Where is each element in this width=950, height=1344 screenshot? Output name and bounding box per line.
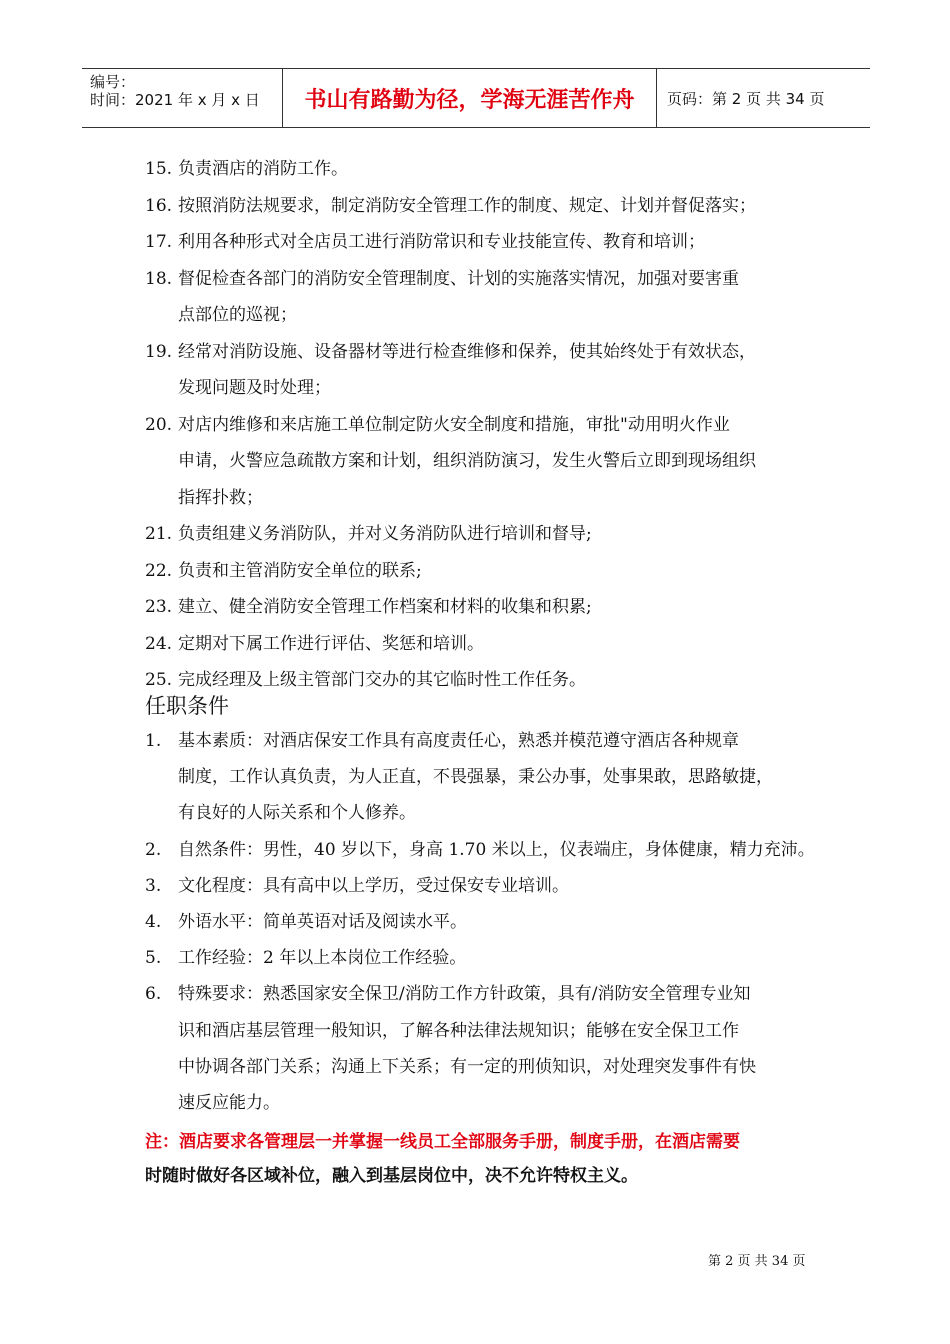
requirement-item-text: 基本素质：对酒店保安工作具有高度责任心，熟悉并模范遵守酒店各种规章 <box>178 731 739 751</box>
duty-item-text: 对店内维修和来店施工单位制定防火安全制度和措施，审批"动用明火作业 <box>178 414 730 435</box>
date-label: 时间：2021 年 x 月 x 日 <box>90 91 260 109</box>
duty-item-text: 建立、健全消防安全管理工作档案和材料的收集和积累; <box>178 597 592 617</box>
requirement-item-text: 自然条件：男性，40 岁以下，身高 1.70 米以上，仪表端庄，身体健康，精力充沛。 <box>178 839 815 860</box>
duty-item-text: 点部位的巡视； <box>178 305 297 325</box>
requirement-item-text: 识和酒店基层管理一般知识，了解各种法律法规知识；能够在安全保卫工作 <box>178 1020 739 1041</box>
duty-item-text: 完成经理及上级主管部门交办的其它临时性工作任务。 <box>178 670 586 690</box>
header-page-info: 页码：第 2 页 共 34 页 <box>667 89 825 108</box>
duty-item-number: 23. <box>145 597 173 617</box>
duty-item-number: 21. <box>145 524 173 544</box>
header-meta <box>82 69 283 127</box>
duty-item-text: 定期对下属工作进行评估、奖惩和培训。 <box>178 633 484 654</box>
requirement-item-number: 5. <box>145 948 162 969</box>
duty-item-number: 15. <box>145 159 173 179</box>
duty-item-text: 负责组建义务消防队，并对义务消防队进行培训和督导; <box>178 524 592 544</box>
requirement-item-number: 3. <box>145 875 162 896</box>
requirement-item-number: 1. <box>145 731 162 751</box>
requirement-item-text: 外语水平：简单英语对话及阅读水平。 <box>178 912 467 932</box>
duty-item-text: 经常对消防设施、设备器材等进行检查维修和保养，使其始终处于有效状态， <box>178 341 756 362</box>
duty-item-text: 申请，火警应急疏散方案和计划，组织消防演习，发生火警后立即到现场组织 <box>178 451 756 471</box>
duty-item-number: 25. <box>145 670 173 690</box>
duty-item-text: 发现问题及时处理； <box>178 378 331 398</box>
duty-item-number: 24. <box>145 633 173 654</box>
duty-item-number: 17. <box>145 232 173 252</box>
duty-item-number: 18. <box>145 268 173 289</box>
requirement-item-text: 文化程度：具有高中以上学历，受过保安专业培训。 <box>178 875 569 896</box>
requirement-item-text: 特殊要求：熟悉国家安全保卫/消防工作方针政策，具有/消防安全管理专业知 <box>178 984 751 1005</box>
note-line-2: 时随时做好各区域补位，融入到基层岗位中，决不允许特权主义。 <box>145 1166 638 1186</box>
requirement-item-text: 制度，工作认真负责，为人正直，不畏强暴，秉公办事，处事果敢，思路敏捷， <box>178 767 773 788</box>
duty-item-text: 利用各种形式对全店员工进行消防常识和专业技能宣传、教育和培训； <box>178 232 705 252</box>
duty-item-text: 指挥扑救； <box>178 487 263 508</box>
duty-item-text: 负责和主管消防安全单位的联系; <box>178 560 422 581</box>
requirement-item-text: 中协调各部门关系；沟通上下关系；有一定的刑侦知识，对处理突发事件有快 <box>178 1056 756 1077</box>
requirement-item-number: 6. <box>145 984 162 1005</box>
duty-item-text: 按照消防法规要求，制定消防安全管理工作的制度、规定、计划并督促落实； <box>178 195 756 216</box>
page-header <box>82 68 870 128</box>
duty-item-number: 20. <box>145 414 173 435</box>
number-label: 编号： <box>90 73 136 91</box>
page-footer: 第 2 页 共 34 页 <box>708 1254 806 1269</box>
duty-item-number: 19. <box>145 341 173 362</box>
header-slogan: 书山有路勤为径，学海无涯苦作舟 <box>283 69 657 127</box>
requirements-heading: 任职条件 <box>145 694 229 718</box>
requirement-item-number: 2. <box>145 839 162 860</box>
requirement-item-text: 工作经验：2 年以上本岗位工作经验。 <box>178 948 467 969</box>
requirement-item-text: 速反应能力。 <box>178 1093 280 1113</box>
requirement-item-text: 有良好的人际关系和个人修养。 <box>178 803 416 824</box>
requirement-item-number: 4. <box>145 912 162 932</box>
note-line-1: 注：酒店要求各管理层一并掌握一线员工全部服务手册，制度手册，在酒店需要 <box>145 1132 740 1152</box>
duty-item-text: 负责酒店的消防工作。 <box>178 159 348 179</box>
duty-item-number: 22. <box>145 560 173 581</box>
duty-item-text: 督促检查各部门的消防安全管理制度、计划的实施落实情况，加强对要害重 <box>178 268 739 289</box>
duty-item-number: 16. <box>145 195 173 216</box>
